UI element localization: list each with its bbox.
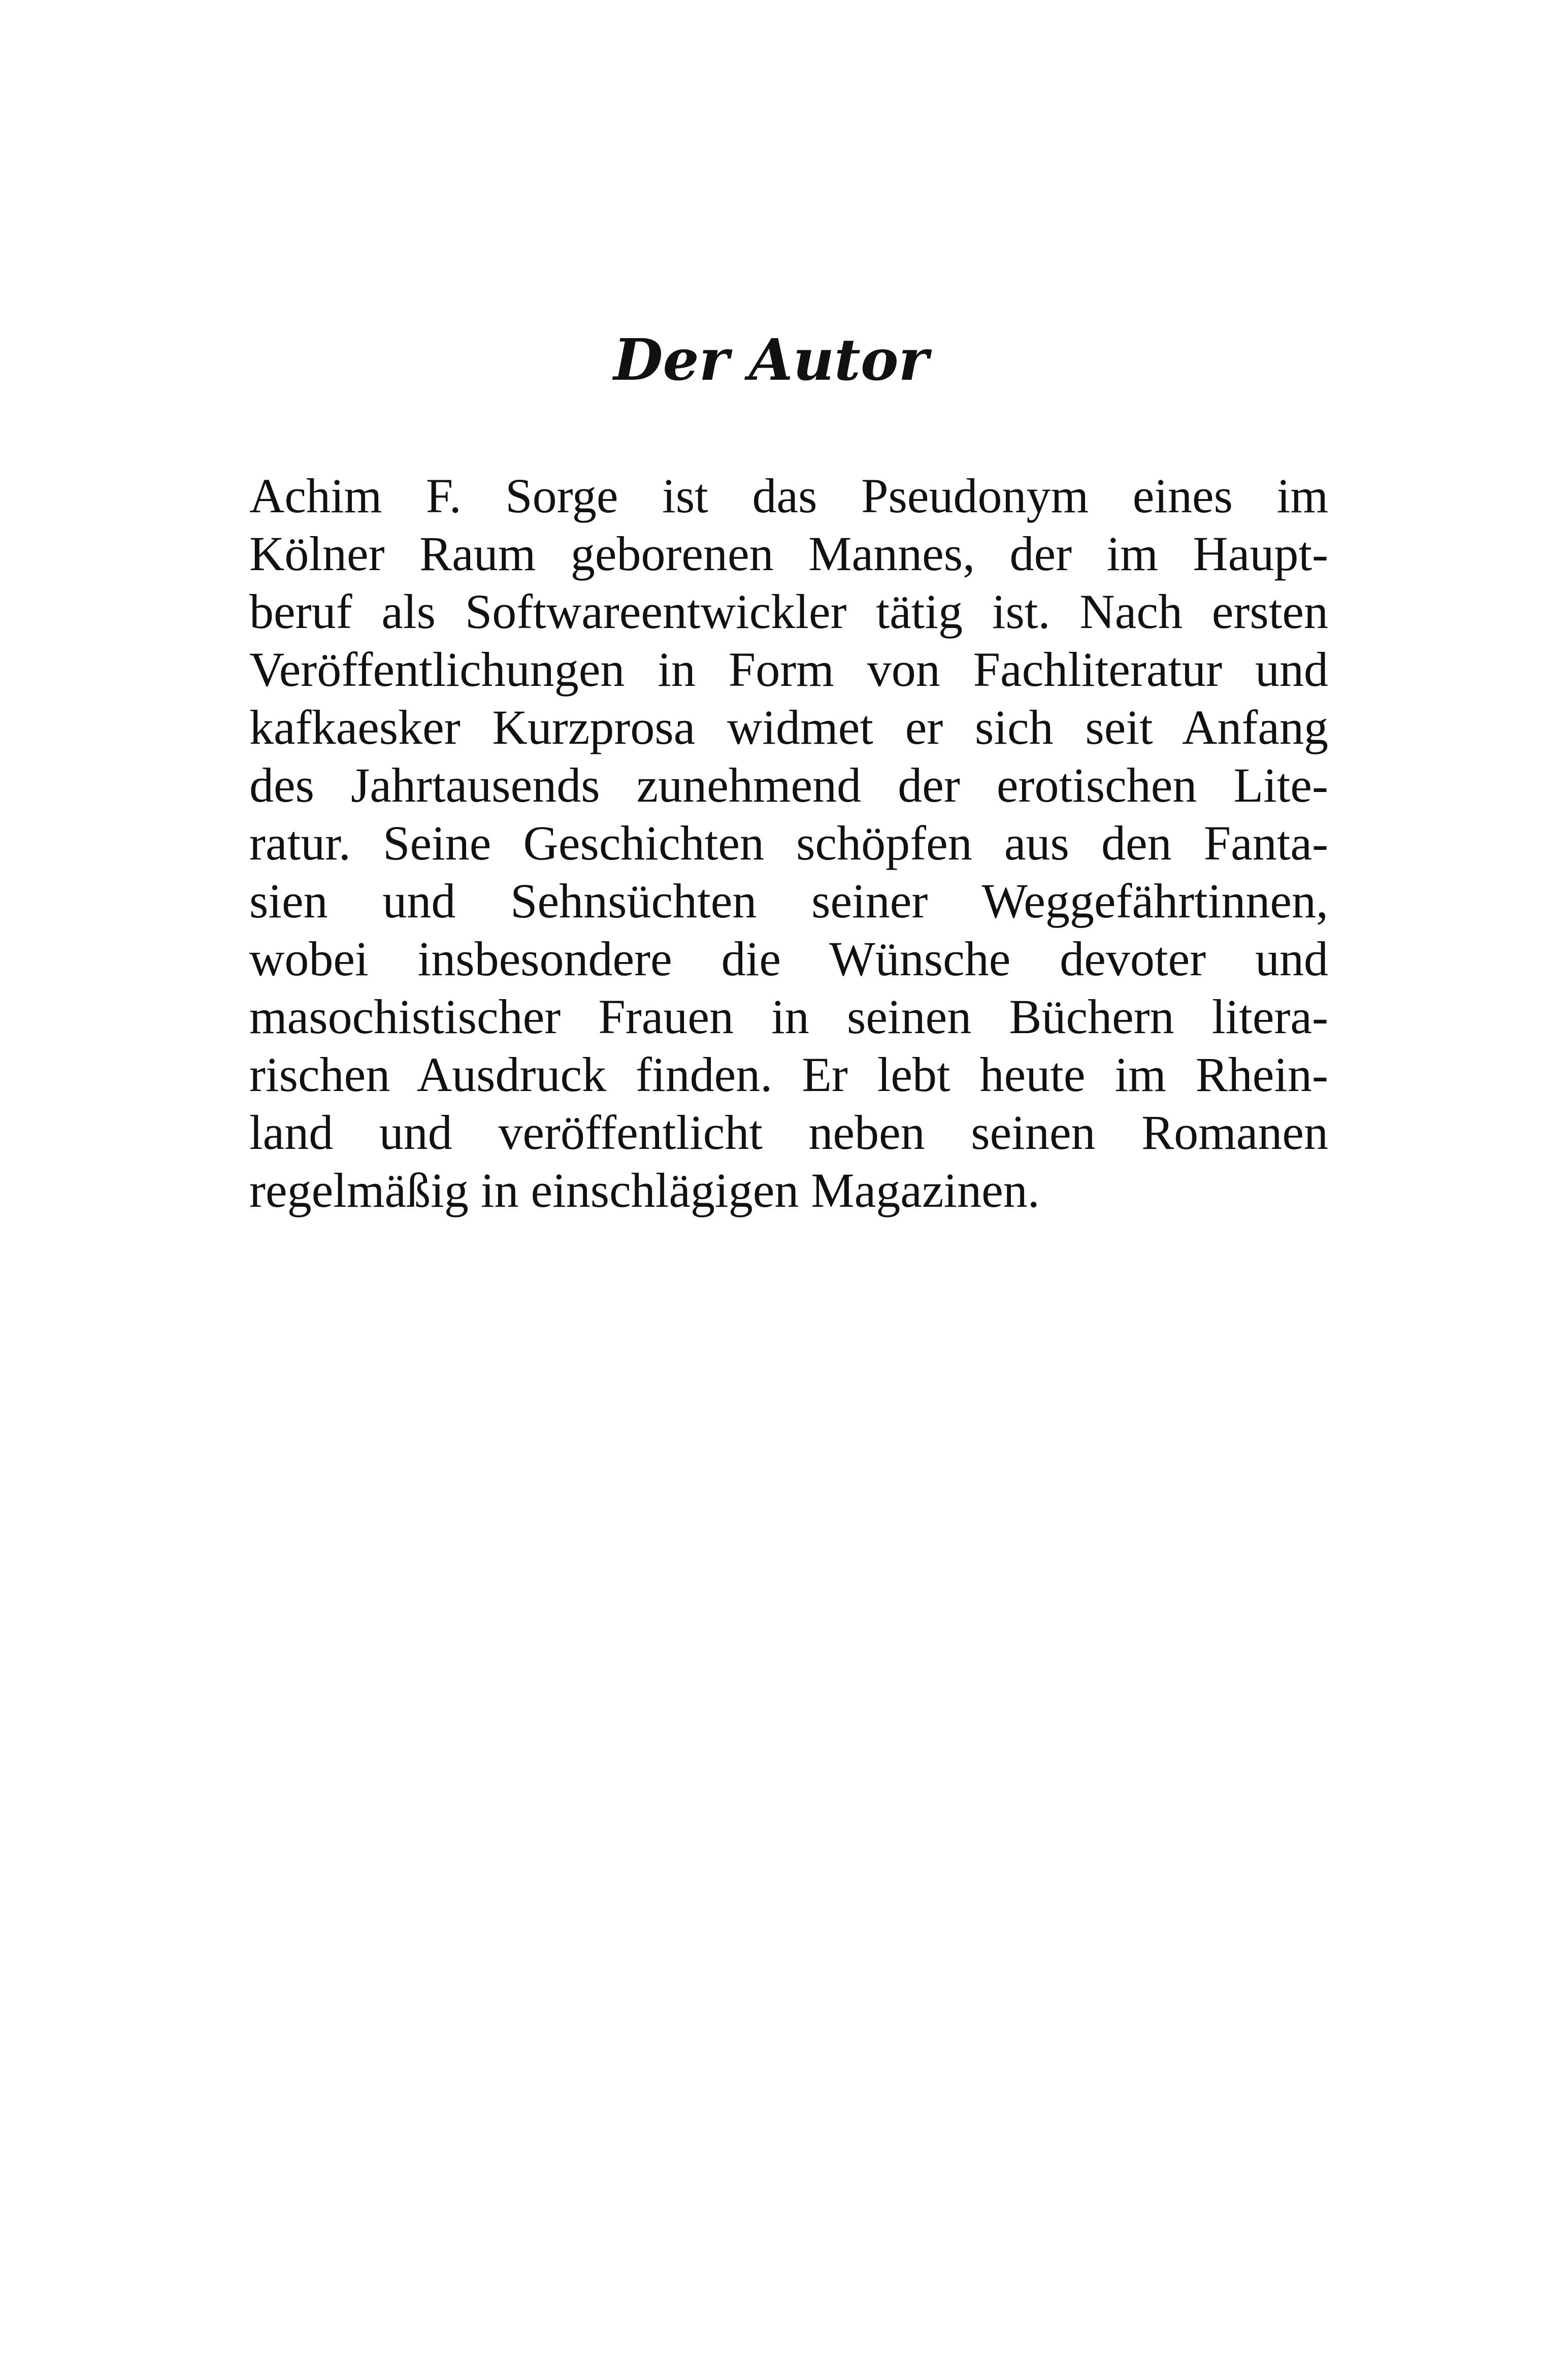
text-line: wobei insbesondere die Wünsche devoter und xyxy=(249,932,1328,986)
page-title: Der Autor xyxy=(613,327,929,393)
text-line: sien und Sehnsüchten seiner Weggefährtinnen, xyxy=(249,874,1328,928)
text-line: Achim F. Sorge ist das Pseudonym eines im xyxy=(249,469,1328,523)
text-line: rischen Ausdruck finden. Er lebt heute im Rhein- xyxy=(249,1047,1328,1102)
text-line: Kölner Raum geborenen Mannes, der im Haupt- xyxy=(249,526,1328,581)
text-line: regelmäßig in einschlägigen Magazinen. xyxy=(249,1163,1040,1217)
text-line: ratur. Seine Geschichten schöpfen aus den Fanta- xyxy=(249,816,1328,870)
text-line: beruf als Softwareentwickler tätig ist. Nach ersten xyxy=(249,584,1328,639)
text-line: land und veröffentlicht neben seinen Romanen xyxy=(249,1105,1328,1160)
text-line: masochistischer Frauen in seinen Büchern litera- xyxy=(249,989,1328,1044)
text-line: kafkaesker Kurzprosa widmet er sich seit Anfang xyxy=(249,700,1328,754)
text-line: Veröffentlichungen in Form von Fachliteratur und xyxy=(249,642,1328,697)
text-line: des Jahrtausends zunehmend der erotischen Lite- xyxy=(249,758,1328,812)
author-biography xyxy=(249,467,1328,1219)
